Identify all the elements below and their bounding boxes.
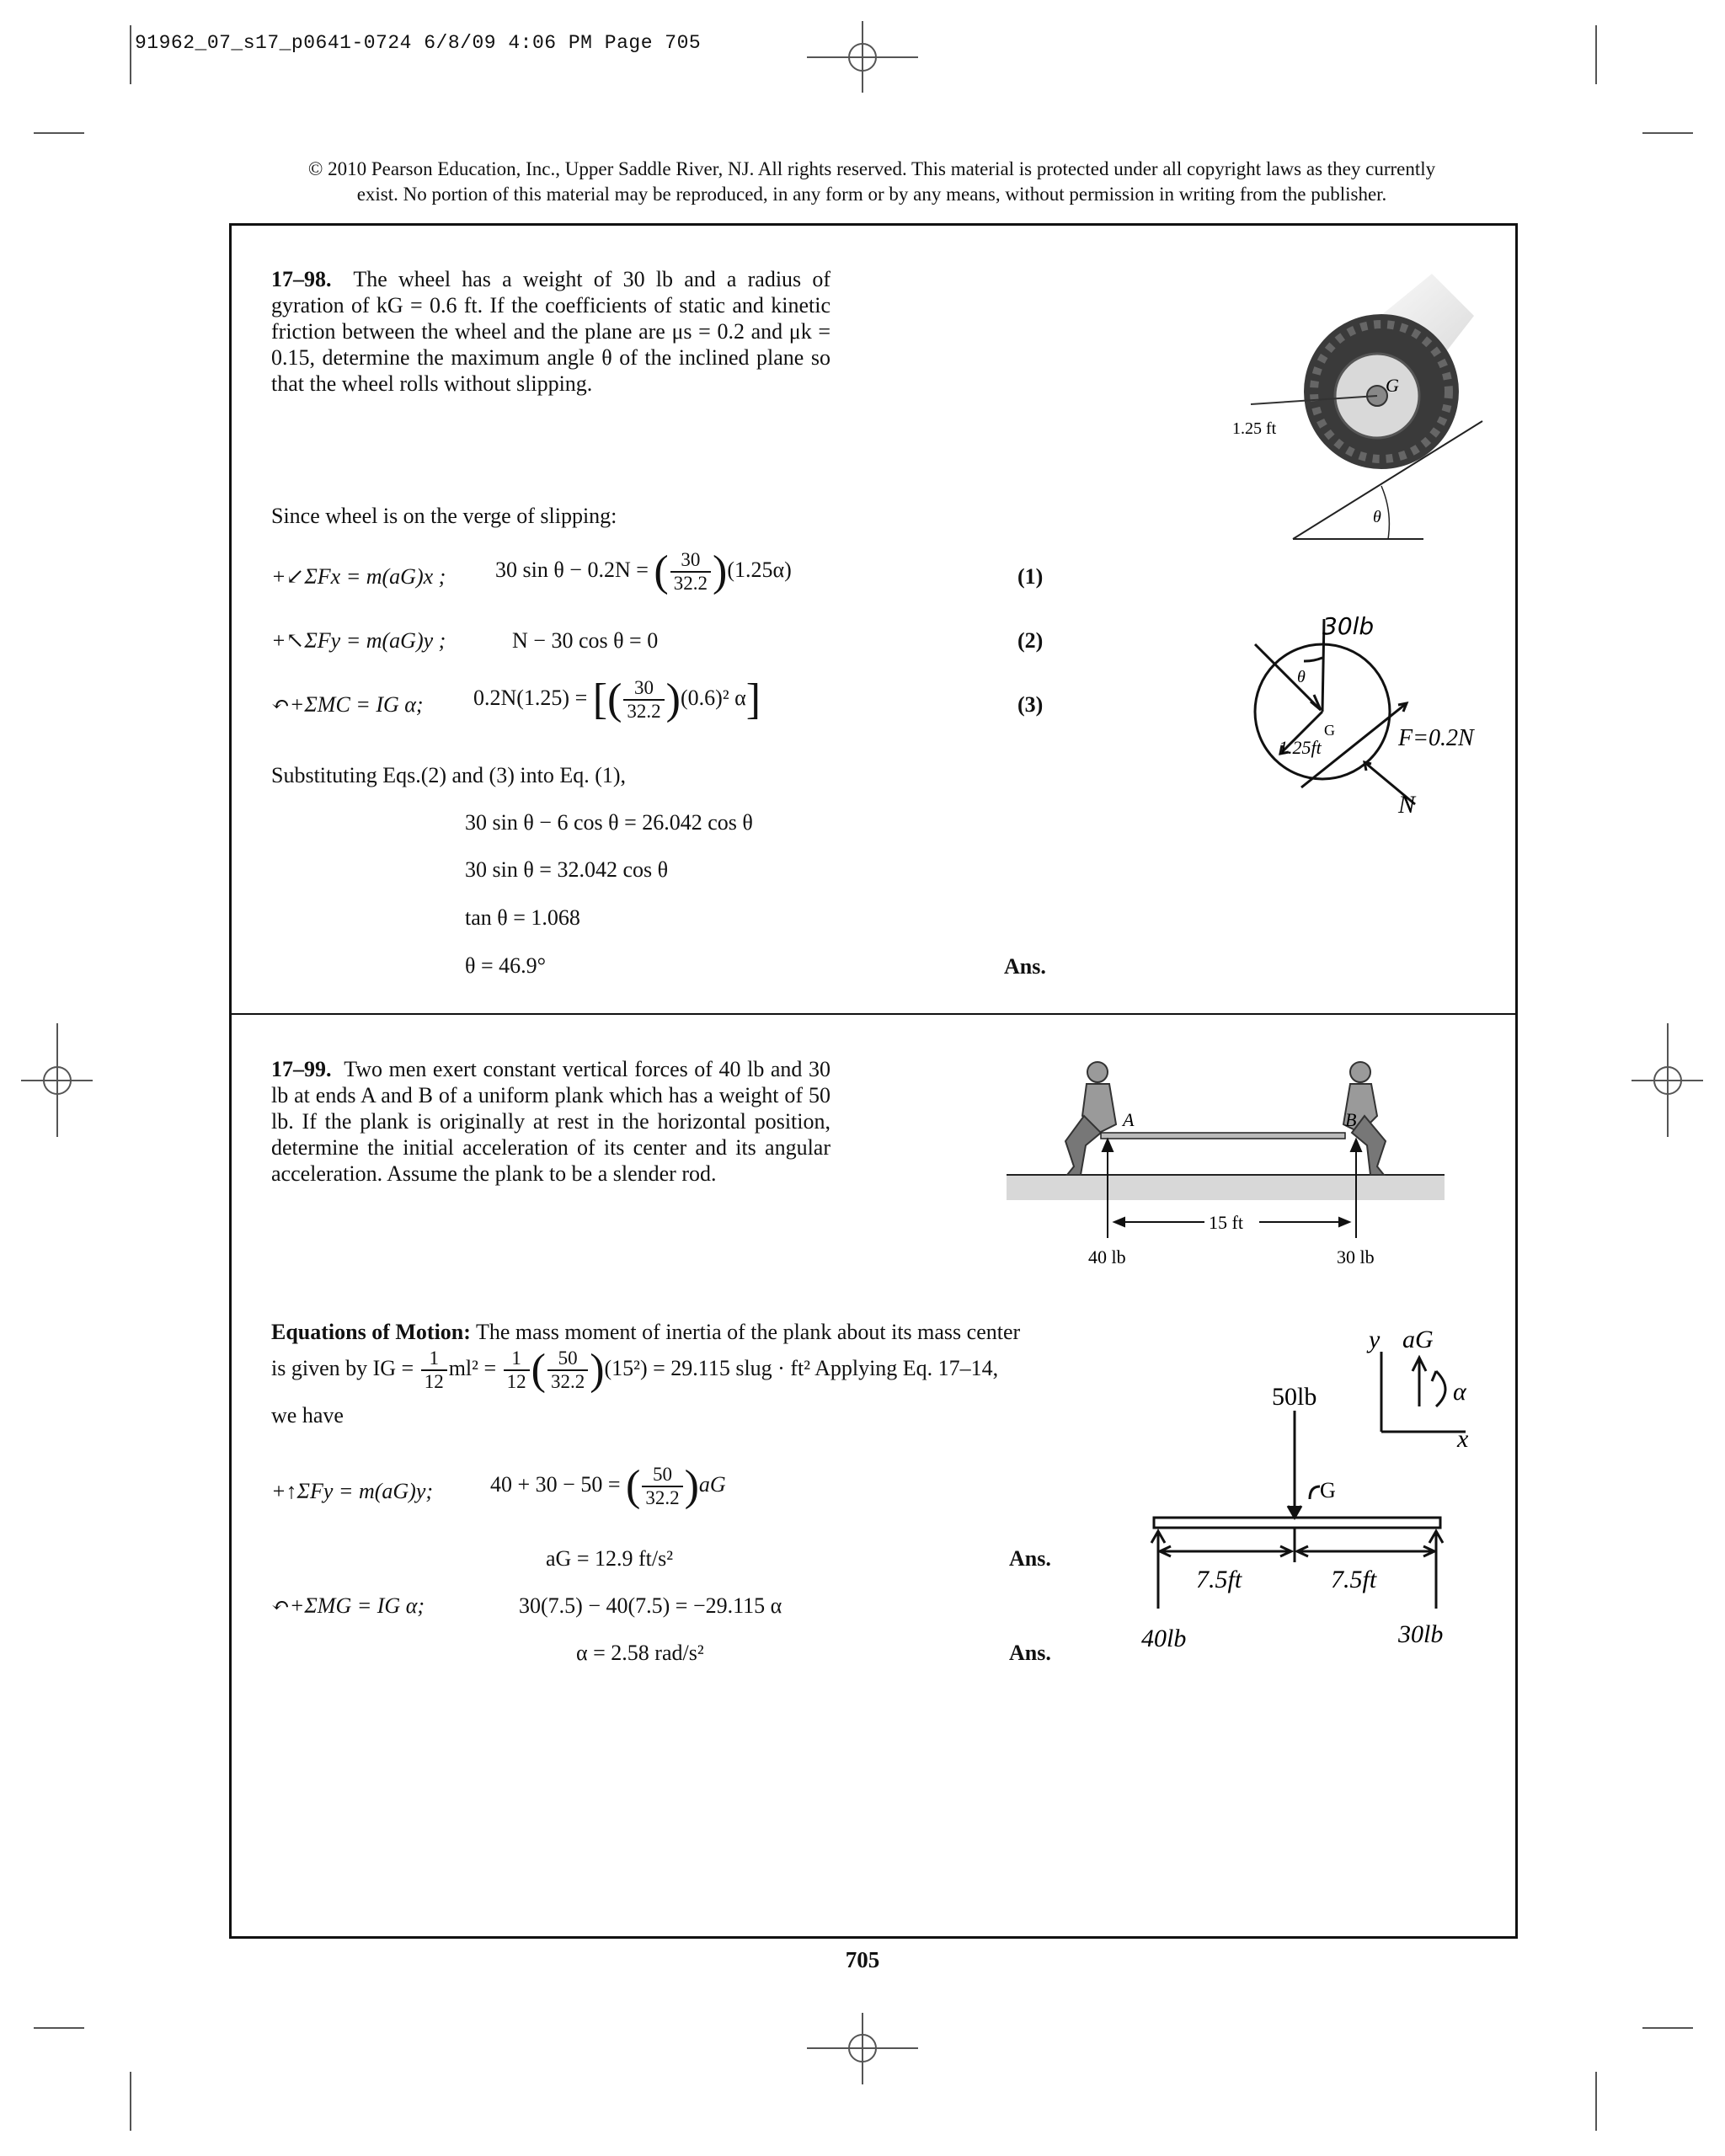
eq3-left: ↶+ΣMC = IG α;	[271, 692, 424, 717]
length-label: 15 ft	[1209, 1212, 1243, 1233]
fbd-plank	[1154, 1518, 1440, 1528]
fbd-angle-label: θ	[1297, 668, 1306, 686]
fbd-center-label: G	[1324, 722, 1335, 739]
fbd-normal-label: N	[1398, 791, 1416, 819]
eq-fy-mid: 40 + 30 − 50 =	[490, 1471, 621, 1497]
print-slug: 91962_07_s17_p0641-0724 6/8/09 4:06 PM Page 705	[135, 32, 702, 54]
eom-text: The mass moment of inertia of the plank about its mass center	[475, 1320, 1021, 1344]
fbd-weight-label: 50lb	[1272, 1383, 1317, 1411]
eom-paragraph	[271, 1318, 1020, 1347]
ig-prefix: is given by IG =	[271, 1355, 414, 1380]
fbd-axis-y-label: y	[1369, 1326, 1381, 1353]
fbd-alpha-label: α	[1453, 1378, 1466, 1406]
force-a-label: 40 lb	[1088, 1246, 1126, 1267]
eq-mg-mid: 30(7.5) − 40(7.5) = −29.115 α	[519, 1593, 782, 1618]
eq1-num: 30	[670, 549, 711, 573]
eq1-mid: 30 sin θ − 0.2N =	[495, 557, 649, 582]
answer-label-98: Ans.	[1004, 954, 1046, 979]
eq3-label: (3)	[1017, 692, 1044, 717]
eq1-left: +↙ΣFx = m(aG)x ;	[271, 564, 446, 589]
problem-17-98-statement	[271, 266, 830, 397]
plank	[1101, 1133, 1345, 1139]
step-3: tan θ = 1.068	[465, 905, 580, 930]
eq-fy-right: 40 + 30 − 50 = ( $\frac{50}{32.2}$ )aG	[490, 1462, 726, 1510]
fbd-right-force: 30lb	[1398, 1620, 1444, 1648]
page-number: 705	[845, 1947, 880, 1972]
eq-fy-tail: aG	[698, 1471, 726, 1497]
eq-fy-left: +↑ΣFy = m(aG)y;	[271, 1479, 434, 1503]
end-b-label: B	[1345, 1109, 1357, 1130]
eq1-right: 30 sin θ − 0.2N = ( $\frac{30}{32.2}$ )(1.25α)	[495, 547, 792, 595]
problem-17-99-statement	[271, 1056, 830, 1187]
wheel-fbd	[1230, 611, 1508, 830]
wheel-incline-figure	[1213, 265, 1491, 547]
substitution-text: Substituting Eqs.(2) and (3) into Eq. (1),	[271, 763, 627, 787]
end-a-label: A	[1123, 1109, 1135, 1130]
eq1-label: (1)	[1017, 564, 1044, 589]
force-b-label: 30 lb	[1337, 1246, 1375, 1267]
fbd-friction-label: F=0.2N	[1398, 725, 1474, 751]
eq2-left: +↖ΣFy = m(aG)y ;	[271, 628, 446, 653]
copyright-line-1: © 2010 Pearson Education, Inc., Upper Saddle River, NJ. All rights reserved. This material is protected under all copyright laws as they currently	[307, 158, 1436, 179]
result-alpha: α = 2.58 rad/s²	[576, 1641, 704, 1665]
ig-expr: ml² =	[448, 1355, 497, 1380]
fbd-accel-label: aG	[1402, 1326, 1434, 1353]
eq1-den: 32.2	[673, 573, 708, 594]
problem-text: The wheel has a weight of 30 lb and a radius of gyration of kG = 0.6 ft. If the coefficients of static and kinetic friction between the wheel and the plane are μs = 0.2 and μk = 0.15, determine the maximum angle θ of the inclined plane so that the wheel rolls without slipping.	[271, 267, 831, 396]
fbd-left-force: 40lb	[1141, 1625, 1187, 1652]
step-2: 30 sin θ = 32.042 cos θ	[465, 857, 669, 882]
problem-number: 17–98.	[271, 267, 332, 291]
we-have: we have	[271, 1403, 344, 1428]
step-1: 30 sin θ − 6 cos θ = 26.042 cos θ	[465, 810, 753, 835]
eq3-tail: (0.6)² α	[681, 685, 746, 710]
fbd-right-length: 7.5ft	[1331, 1566, 1377, 1593]
center-label: G	[1386, 375, 1399, 396]
ig-tail: (15²) = 29.115 slug · ft² Applying Eq. 17–14,	[604, 1355, 999, 1380]
eq-fy-den: 32.2	[645, 1487, 680, 1508]
fbd-axis-x-label: x	[1457, 1425, 1469, 1453]
answer-label-alpha: Ans.	[1009, 1641, 1051, 1665]
fbd-left-length: 7.5ft	[1196, 1566, 1242, 1593]
plank-figure	[1007, 1057, 1445, 1276]
problem-divider	[229, 1013, 1518, 1015]
eq2-label: (2)	[1017, 628, 1044, 653]
eq3-right: 0.2N(1.25) = [( $\frac{30}{32.2}$ )(0.6)² α]	[473, 675, 761, 723]
step-4-result: θ = 46.9°	[465, 953, 547, 978]
eq3-mid: 0.2N(1.25) =	[473, 685, 588, 710]
eq3-den: 32.2	[627, 701, 661, 722]
eq-fy-num: 50	[642, 1464, 682, 1487]
ground	[1007, 1175, 1445, 1200]
fbd-center-label: G	[1320, 1478, 1336, 1502]
copyright-line-2: exist. No portion of this material may be reproduced, in any form or by any means, without permission in writing from the publisher.	[356, 184, 1387, 205]
ig-equation: is given by IG = $\frac{1}{12}$ ml² = $\frac{1}{12}$ ( $\frac{50}{32.2}$ )(15²) = 29.115 slug · ft² Applying Eq. 17–14,	[271, 1346, 999, 1394]
answer-label-accel: Ans.	[1009, 1546, 1051, 1571]
eq2-mid: N − 30 cos θ = 0	[512, 628, 659, 653]
fbd-radius-label: 1.25ft	[1279, 737, 1322, 758]
plank-fbd	[1141, 1322, 1503, 1659]
eq-mg-left: ↶+ΣMG = IG α;	[271, 1593, 425, 1618]
result-accel: aG = 12.9 ft/s²	[546, 1546, 673, 1571]
problem-number: 17–99.	[271, 1057, 332, 1081]
angle-label: θ	[1373, 508, 1381, 526]
copyright-notice	[253, 157, 1491, 207]
radius-label: 1.25 ft	[1232, 419, 1277, 438]
problem-text: Two men exert constant vertical forces of 40 lb and 30 lb at ends A and B of a uniform plank which has a weight of 50 lb. If the plank is originally at rest in the horizontal position, determine the initial acceleration of its center and its angular acceleration. Assume the plank to be a slender rod.	[271, 1057, 831, 1186]
verge-statement: Since wheel is on the verge of slipping:	[271, 504, 617, 528]
eq1-tail: (1.25α)	[727, 557, 792, 582]
eq3-num: 30	[623, 677, 664, 701]
fbd-weight-label: 30lb	[1322, 612, 1375, 640]
eom-heading: Equations of Motion:	[271, 1320, 471, 1344]
